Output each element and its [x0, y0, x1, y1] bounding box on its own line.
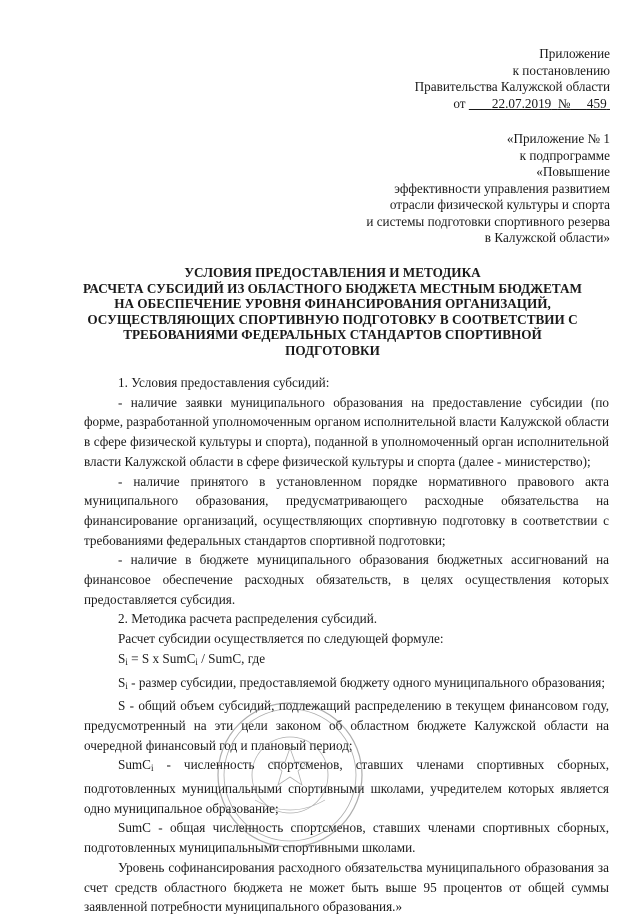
title-line: НА ОБЕСПЕЧЕНИЕ УРОВНЯ ФИНАНСИРОВАНИЯ ОРГАНИЗАЦИЙ,	[114, 296, 551, 312]
definition-s: S - общий объем субсидий, подлежащий распределению в текущем финансовом году, предусмотренный на эти цели законом об областном бюджете Калужской области на очередной финансовый год и плановый период;	[84, 698, 609, 753]
definition-sumc: SumC - общая численность спортсменов, ставших членами спортивных сборных, подготовленных муниципальными спортивными школами.	[84, 820, 609, 856]
reference-line: «Приложение № 1	[506, 131, 610, 146]
approval-line-3: Правительства Калужской области	[414, 79, 610, 94]
document-body	[84, 373, 609, 917]
reference-line: отрасли физической культуры и спорта	[389, 197, 610, 212]
reference-block	[366, 131, 610, 247]
reference-line: к подпрограмме	[519, 147, 610, 163]
reference-line: эффективности управления развитием	[394, 180, 610, 196]
document-title	[60, 265, 605, 359]
number-prefix: №	[557, 95, 571, 111]
date-prefix: от	[453, 95, 466, 111]
definition-si: $S_i$ - размер субсидии, предоставляемой бюджету одного муниципального образования;	[118, 674, 606, 691]
title-line: РАСЧЕТА СУБСИДИЙ ИЗ ОБЛАСТНОГО БЮДЖЕТА МЕСТНЫМ БЮДЖЕТАМ	[82, 280, 583, 296]
title-line: УСЛОВИЯ ПРЕДОСТАВЛЕНИЯ И МЕТОДИКА	[184, 265, 481, 280]
condition-budget-allocation: - наличие в бюджете муниципального образования бюджетных ассигнований на финансовое обеспечение расходных обязательств, в целях осуществления которых предоставляется субсидия.	[84, 552, 609, 607]
number-value: 459	[586, 95, 607, 111]
reference-line: и системы подготовки спортивного резерва	[366, 213, 610, 229]
section-1-heading: 1. Условия предоставления субсидий:	[118, 375, 330, 390]
approval-line-2: к постановлению	[512, 62, 610, 78]
reference-line: в Калужской области»	[484, 230, 610, 245]
definition-sumci: SumC$_i$ - численность спортсменов, ставших членами спортивных сборных, подготовленных муниципальными спортивными школами, учредителем которых является одно муниципальное образование;	[84, 757, 609, 816]
condition-legal-act: - наличие принятого в установленном порядке нормативного правового акта муниципального образования, предусматривающего расходные обязательства на финансирование организаций, осуществляющих спортивную подготовку в соответствии с требованиями федеральных стандартов спортивной подготовки;	[84, 473, 609, 548]
approval-block	[415, 46, 610, 112]
cofinancing-limit: Уровень софинансирования расходного обязательства муниципального образования за счет средств областного бюджета не может быть выше 95 процентов от общей суммы заявленной потребности муниципального образования.»	[84, 859, 609, 915]
approval-date-line	[415, 96, 610, 113]
approval-line-1: Приложение	[539, 46, 610, 61]
formula: $S_i = S$ x SumC$_i$ / SumC, где	[118, 650, 266, 667]
section-2-heading: 2. Методика расчета распределения субсидий.	[118, 611, 378, 627]
date-value: 22.07.2019	[491, 95, 552, 111]
reference-line: «Повышение	[536, 164, 610, 179]
formula-intro: Расчет субсидии осуществляется по следующей формуле:	[118, 631, 444, 647]
condition-application: - наличие заявки муниципального образования на предоставление субсидии (по форме, разработанной уполномоченным органом исполнительной власти Калужской области в сфере физической культуры и спорта), поданной в уполномоченный орган исполнительной власти Калужской области в сфере физической культуры и спорта (далее - министерство);	[84, 394, 609, 469]
title-line: ПОДГОТОВКИ	[285, 342, 380, 358]
title-line: ОСУЩЕСТВЛЯЮЩИХ СПОРТИВНУЮ ПОДГОТОВКУ В СООТВЕТСТВИИ С	[87, 311, 578, 327]
title-line: ТРЕБОВАНИЯМИ ФЕДЕРАЛЬНЫХ СТАНДАРТОВ СПОРТИВНОЙ	[123, 327, 542, 343]
